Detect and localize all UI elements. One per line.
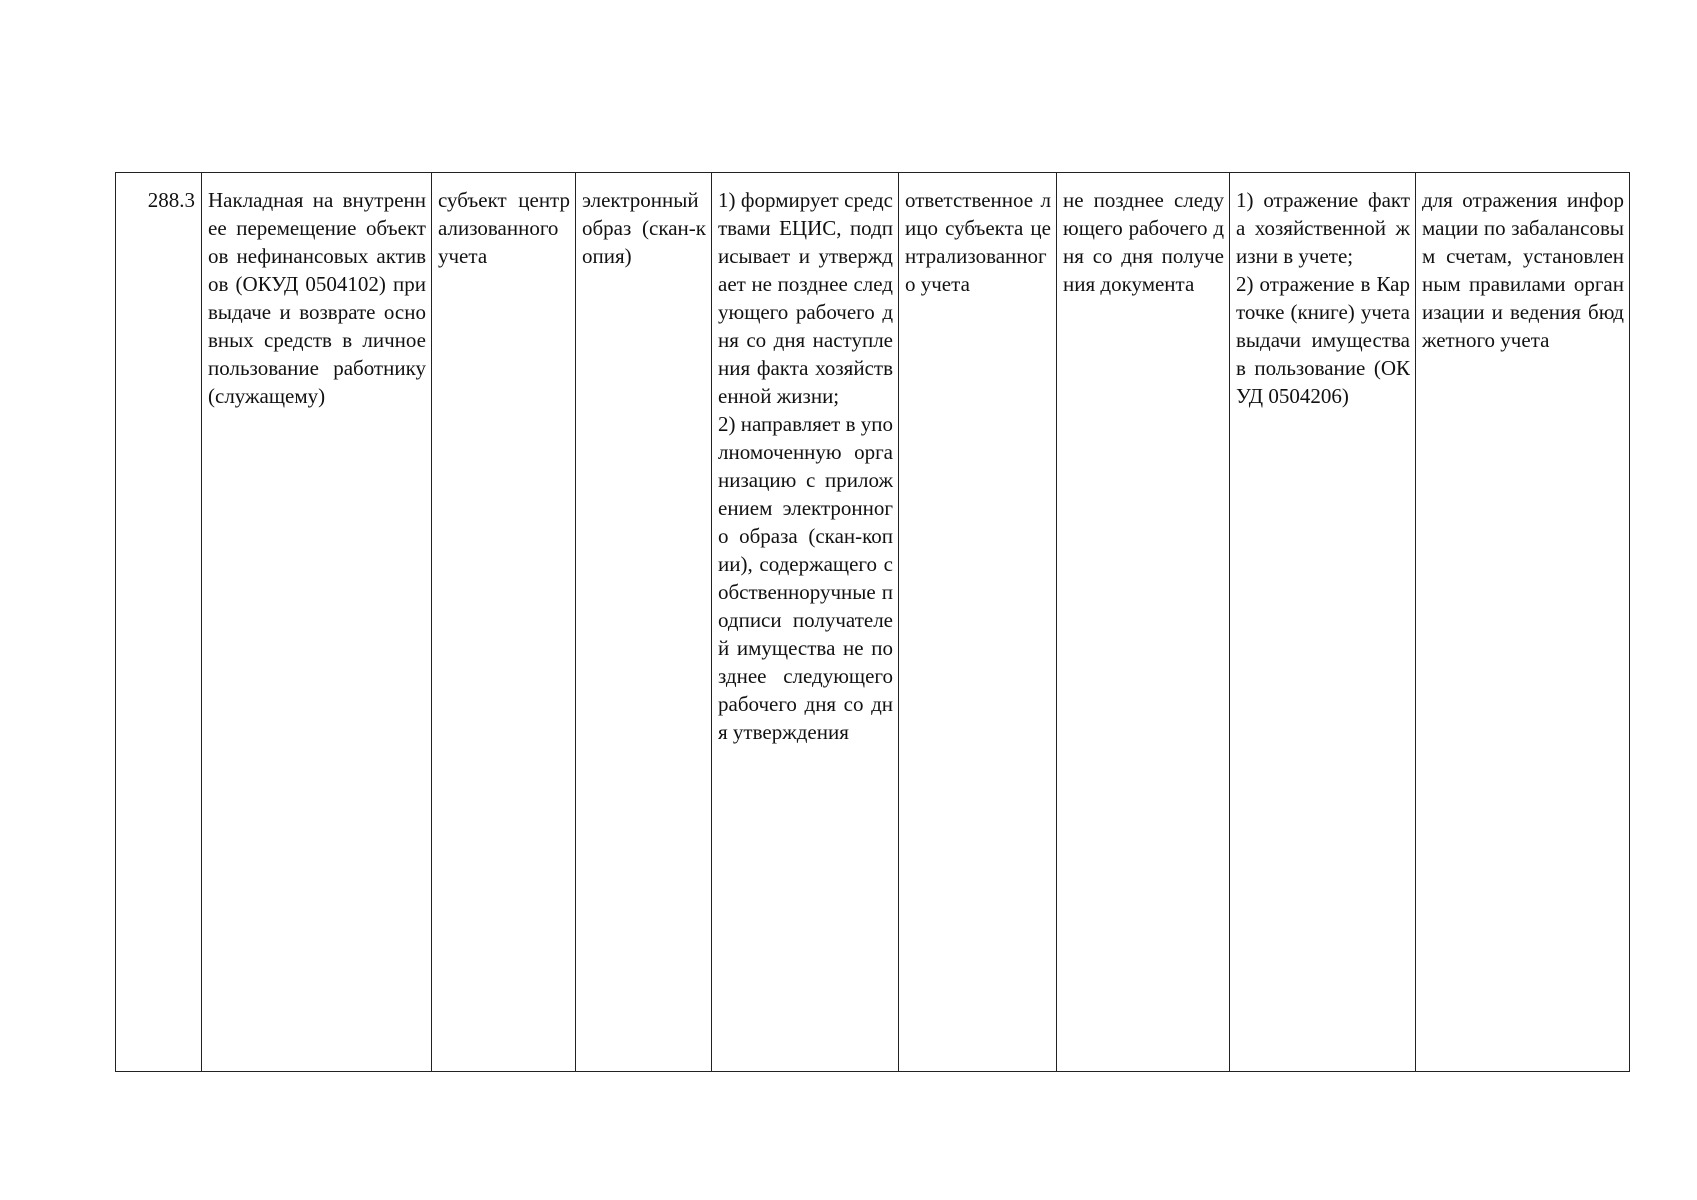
row-number-cell: 288.3: [116, 173, 202, 1072]
table-row: [116, 173, 1630, 1072]
responsible-person-cell: ответственное лицо субъекта централизованного учета: [899, 173, 1057, 1072]
procedure-cell: [712, 173, 899, 1072]
numbered-item: 1) отражение факта хозяйственной жизни в учете;: [1236, 188, 1410, 268]
numbered-item: 2) направляет в уполномоченную организацию с приложением электронного образа (скан-копии), содержащего собственноручные подписи получателей имущества не позднее следующего рабочего дня со дня утверждения: [718, 412, 894, 744]
purpose-cell: для отражения информации по забалансовым счетам, установленным правилами организации и ведения бюджетного учета: [1416, 173, 1630, 1072]
document-name-cell: Накладная на внутреннее перемещение объектов нефинансовых активов (ОКУД 0504102) при выдаче и возврате основных средств в личное пользование работнику (служащему): [202, 173, 432, 1072]
numbered-item: 2) отражение в Карточке (книге) учета выдачи имущества в пользование (ОКУД 0504206): [1236, 272, 1410, 408]
document-table: [115, 172, 1630, 1072]
responsible-subject-cell: субъект централизованного учета: [432, 173, 576, 1072]
accounting-action-cell: [1230, 173, 1416, 1072]
document-form-cell: электронный образ (скан-копия): [576, 173, 712, 1072]
deadline-cell: не позднее следующего рабочего дня со дня получения документа: [1057, 173, 1230, 1072]
numbered-item: 1) формирует средствами ЕЦИС, подписывает и утверждает не позднее следующего рабочего дня со дня наступления факта хозяйственной жизни;: [718, 188, 893, 408]
